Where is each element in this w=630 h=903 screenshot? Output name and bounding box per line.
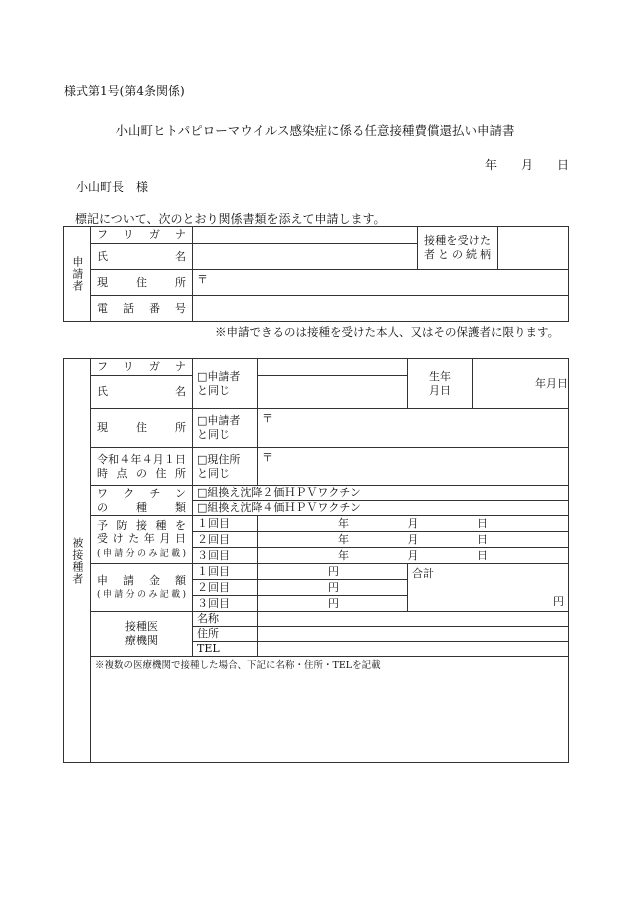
applicant-address-label: 現住所 [91, 270, 193, 296]
birth-month-label: 月 [546, 376, 558, 390]
amount-3-label: ３回目 [193, 596, 258, 612]
same-as-applicant-address-line2: と同じ [197, 428, 231, 441]
multiple-clinic-note-text: ※複数の医療機関で接種した場合、下記に名称・住所・TELを記載 [95, 660, 381, 671]
same-as-applicant-address-line1: □申請者 [197, 414, 241, 428]
clinic-label: 接種医 療機関 [91, 612, 193, 657]
same-as-applicant-address-option[interactable] [193, 409, 258, 448]
applicant-table [63, 226, 569, 322]
past-address-field[interactable] [258, 448, 569, 486]
recipient-postal-mark: 〒 [262, 412, 274, 425]
date-month-label: 月 [521, 158, 534, 172]
past-address-label: 令和４年４月１日 時点の住所 [91, 448, 193, 486]
dose-3-date-field[interactable]: 年 月 日 [258, 548, 569, 564]
same-as-applicant-option[interactable] [193, 359, 258, 409]
applicant-furigana-field[interactable] [193, 227, 418, 244]
dose-1-label: １回目 [193, 516, 258, 532]
same-as-current-line1: □現住所 [197, 452, 241, 466]
clinic-tel-field[interactable] [258, 642, 569, 657]
page-title: 小山町ヒトパピローマウイルス感染症に係る任意接種費償還払い申請書 [115, 123, 515, 138]
recipient-name-field[interactable] [258, 376, 408, 409]
applicant-name-field[interactable] [193, 244, 418, 270]
date-year-label: 年 [485, 158, 498, 172]
birth-date-field[interactable] [473, 359, 569, 409]
recipient-section-label: 被接種者 [64, 359, 91, 763]
recipient-address-field[interactable] [258, 409, 569, 448]
postal-mark: 〒 [197, 273, 208, 286]
vaccine-option-bivalent[interactable]: □組換え沈降２価ＨＰＶワクチン [193, 486, 569, 501]
dose-2-label: ２回目 [193, 532, 258, 548]
amount-2-field[interactable]: 円 [258, 580, 408, 596]
vaccine-option-quadrivalent[interactable]: □組換え沈降４価ＨＰＶワクチン [193, 501, 569, 516]
clinic-address-field[interactable] [258, 627, 569, 642]
date-day-label: 日 [557, 158, 570, 172]
addressee: 小山町長 様 [76, 180, 149, 194]
total-label: 合計 [412, 567, 435, 580]
phone-field[interactable] [193, 296, 569, 322]
clinic-address-label: 住所 [193, 627, 258, 642]
applicant-furigana-label: フリガナ [91, 227, 193, 244]
applicant-section-label: 申請者 [64, 227, 91, 322]
recipient-furigana-field[interactable] [258, 359, 408, 376]
amount-3-field[interactable]: 円 [258, 596, 408, 612]
dose-3-label: ３回目 [193, 548, 258, 564]
recipient-furigana-label: フリガナ [91, 359, 193, 376]
birth-day-label: 日 [557, 376, 569, 390]
amount-2-label: ２回目 [193, 580, 258, 596]
form-number: 様式第1号(第4条関係) [64, 84, 185, 98]
applicant-note: ※申請できるのは接種を受けた本人、又はその保護者に限ります。 [215, 325, 560, 339]
relation-label: 接種を受けた者との続柄 [418, 227, 498, 270]
same-as-applicant-line1: □申請者 [197, 369, 241, 383]
amount-1-label: １回目 [193, 564, 258, 580]
total-yen-label: 円 [553, 595, 565, 609]
dose-1-date-field[interactable]: 年 月 日 [258, 516, 569, 532]
intro-text: 標記について、次のとおり関係書類を添えて申請します。 [75, 212, 386, 226]
relation-field[interactable] [498, 227, 569, 270]
birth-label: 生年月日 [408, 359, 473, 409]
dose-2-date-field[interactable]: 年 月 日 [258, 532, 569, 548]
clinic-name-field[interactable] [258, 612, 569, 627]
multiple-clinic-notes[interactable] [91, 657, 569, 763]
amount-1-field[interactable]: 円 [258, 564, 408, 580]
total-amount-field[interactable] [408, 564, 569, 612]
recipient-table [63, 358, 569, 763]
recipient-address-label: 現住所 [91, 409, 193, 448]
applicant-name-label: 氏名 [91, 244, 193, 270]
clinic-tel-label: TEL [193, 642, 258, 657]
recipient-name-label: 氏名 [91, 376, 193, 409]
vaccine-type-label: ワクチン の種類 [91, 486, 193, 516]
past-postal-mark: 〒 [262, 451, 274, 464]
clinic-name-label: 名称 [193, 612, 258, 627]
same-as-current-line2: と同じ [197, 466, 231, 480]
birth-year-label: 年 [535, 376, 547, 390]
applicant-address-field[interactable] [193, 270, 569, 296]
phone-label: 電話番号 [91, 296, 193, 322]
amount-label: 申請金額 (申請分のみ記載) [91, 564, 193, 612]
vaccination-date-label: 予防接種を 受けた年月日 (申請分のみ記載) [91, 516, 193, 564]
same-as-current-option[interactable] [193, 448, 258, 486]
same-as-applicant-line2: と同じ [197, 383, 231, 397]
